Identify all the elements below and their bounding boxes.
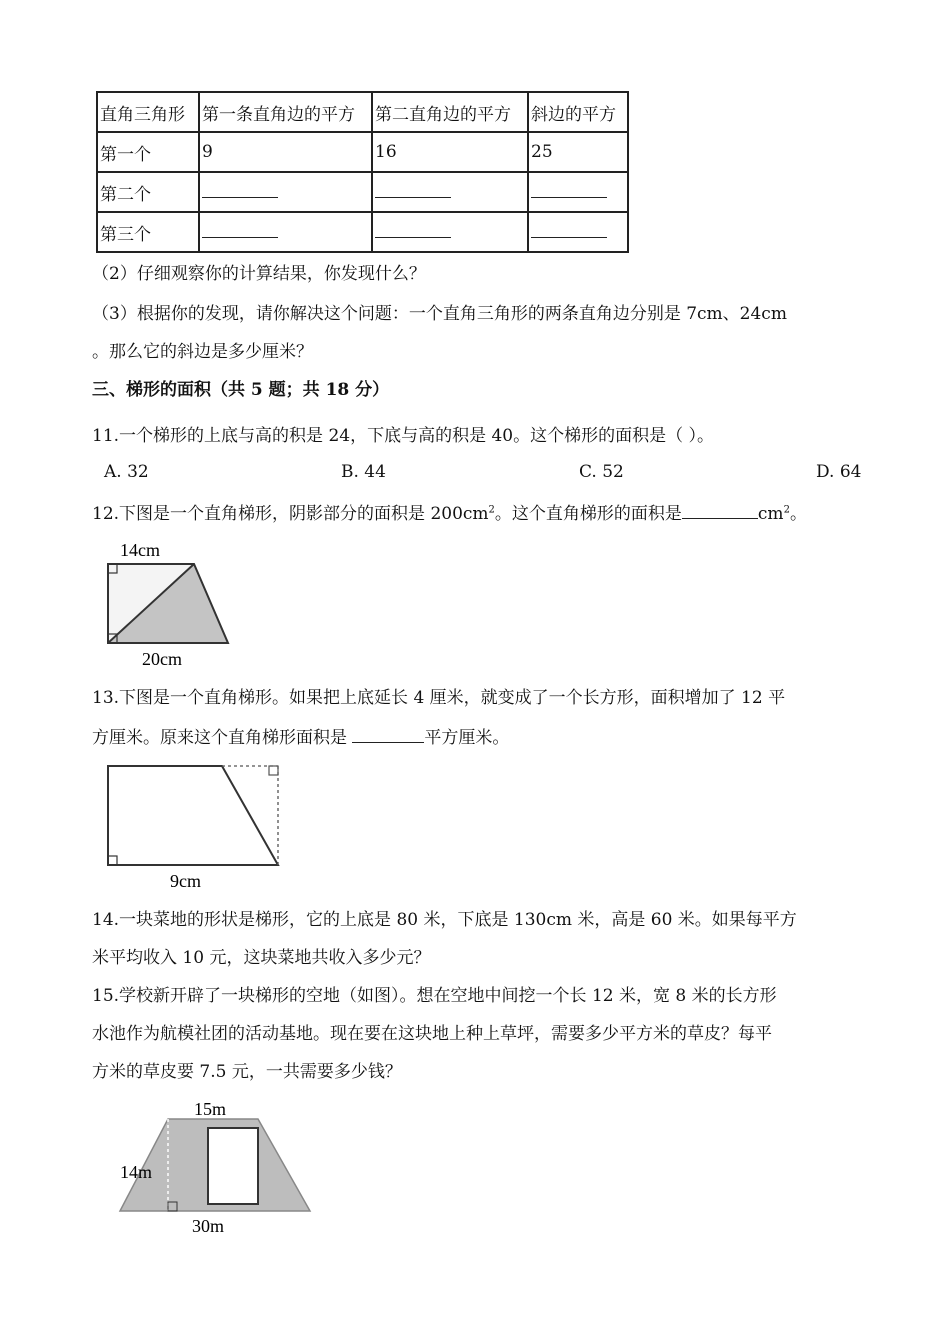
q12-trapezoid-figure	[96, 534, 246, 670]
table-row	[97, 132, 628, 172]
answer-blank-cell[interactable]	[372, 172, 528, 212]
table-header-cell: 直角三角形	[97, 92, 199, 132]
q12-text-before: 12.下图是一个直角梯形，阴影部分的面积是 200cm	[92, 504, 489, 524]
q13-trapezoid-figure	[98, 758, 288, 892]
bottom-base-label: 9cm	[170, 871, 201, 891]
superscript: 2	[783, 504, 790, 516]
q10-part3-line2: 。那么它的斜边是多少厘米？	[92, 342, 313, 362]
table-cell: 16	[372, 132, 528, 172]
table-row-label: 第一个	[97, 132, 199, 172]
q11-option-b[interactable]: B. 44	[341, 462, 386, 482]
q15-line2: 水池作为航模社团的活动基地。现在要在这块地上种上草坪，需要多少平方米的草皮？每平	[92, 1024, 772, 1044]
answer-blank[interactable]	[352, 724, 424, 743]
q15-line1: 15.学校新开辟了一块梯形的空地（如图）。想在空地中间挖一个长 12 米，宽 8 米的长方形	[92, 986, 777, 1006]
rectangular-pool	[208, 1128, 258, 1204]
q15-trapezoid-figure	[110, 1094, 320, 1239]
height-label: 14m	[120, 1162, 153, 1182]
answer-blank-cell[interactable]	[199, 172, 372, 212]
section-title: 三、梯形的面积（共 5 题；共 18 分）	[92, 380, 390, 400]
answer-blank-cell[interactable]	[528, 172, 628, 212]
right-angle-mark	[108, 856, 117, 865]
top-base-label: 14cm	[120, 540, 160, 560]
table-row	[97, 212, 628, 252]
answer-blank-cell[interactable]	[372, 212, 528, 252]
q14-line2: 米平均收入 10 元，这块菜地共收入多少元？	[92, 948, 431, 968]
q12-text-mid: 。这个直角梯形的面积是	[494, 504, 682, 524]
q13-line2	[92, 724, 509, 750]
table-row-label: 第二个	[97, 172, 199, 212]
q11-text: 11.一个梯形的上底与高的积是 24，下底与高的积是 40。这个梯形的面积是（ ）。	[92, 426, 715, 446]
q13-line2-after: 平方厘米。	[424, 728, 510, 748]
q10-part2: （2）仔细观察你的计算结果，你发现什么？	[92, 264, 426, 284]
q10-part3-line1: （3）根据你的发现，请你解决这个问题：一个直角三角形的两条直角边分别是 7cm、24cm	[92, 304, 787, 324]
answer-blank[interactable]	[682, 500, 758, 519]
superscript: 2	[488, 504, 495, 516]
q11-option-d[interactable]: D. 64	[816, 462, 862, 482]
right-angle-mark	[269, 766, 278, 775]
answer-blank[interactable]	[202, 181, 278, 198]
answer-blank[interactable]	[531, 221, 607, 238]
top-base-label: 15m	[194, 1099, 227, 1119]
table-header-cell: 第一条直角边的平方	[199, 92, 372, 132]
q13-line1: 13.下图是一个直角梯形。如果把上底延长 4 厘米，就变成了一个长方形，面积增加了 12 平	[92, 688, 786, 708]
answer-blank[interactable]	[202, 221, 278, 238]
answer-blank[interactable]	[375, 181, 451, 198]
q12-text	[92, 500, 807, 526]
bottom-base-label: 20cm	[142, 649, 182, 669]
squares-table	[96, 91, 629, 253]
answer-blank[interactable]	[375, 221, 451, 238]
table-header-cell: 斜边的平方	[528, 92, 628, 132]
q12-unit: cm	[757, 504, 784, 524]
q13-line2-before: 方厘米。原来这个直角梯形面积是	[92, 728, 353, 748]
table-cell: 25	[528, 132, 628, 172]
q15-line3: 方米的草皮要 7.5 元，一共需要多少钱？	[92, 1062, 402, 1082]
answer-blank[interactable]	[531, 181, 607, 198]
table-header-row	[97, 92, 628, 132]
q12-text-end: 。	[789, 504, 807, 524]
table-cell: 9	[199, 132, 372, 172]
q11-option-c[interactable]: C. 52	[579, 462, 624, 482]
trapezoid-outline	[108, 766, 278, 865]
q11-option-a[interactable]: A. 32	[104, 462, 149, 482]
table-row	[97, 172, 628, 212]
table-row-label: 第三个	[97, 212, 199, 252]
answer-blank-cell[interactable]	[528, 212, 628, 252]
table-header-cell: 第二直角边的平方	[372, 92, 528, 132]
answer-blank-cell[interactable]	[199, 212, 372, 252]
bottom-base-label: 30m	[192, 1216, 225, 1236]
q14-line1: 14.一块菜地的形状是梯形，它的上底是 80 米，下底是 130cm 米，高是 60 米。如果每平方	[92, 910, 797, 930]
